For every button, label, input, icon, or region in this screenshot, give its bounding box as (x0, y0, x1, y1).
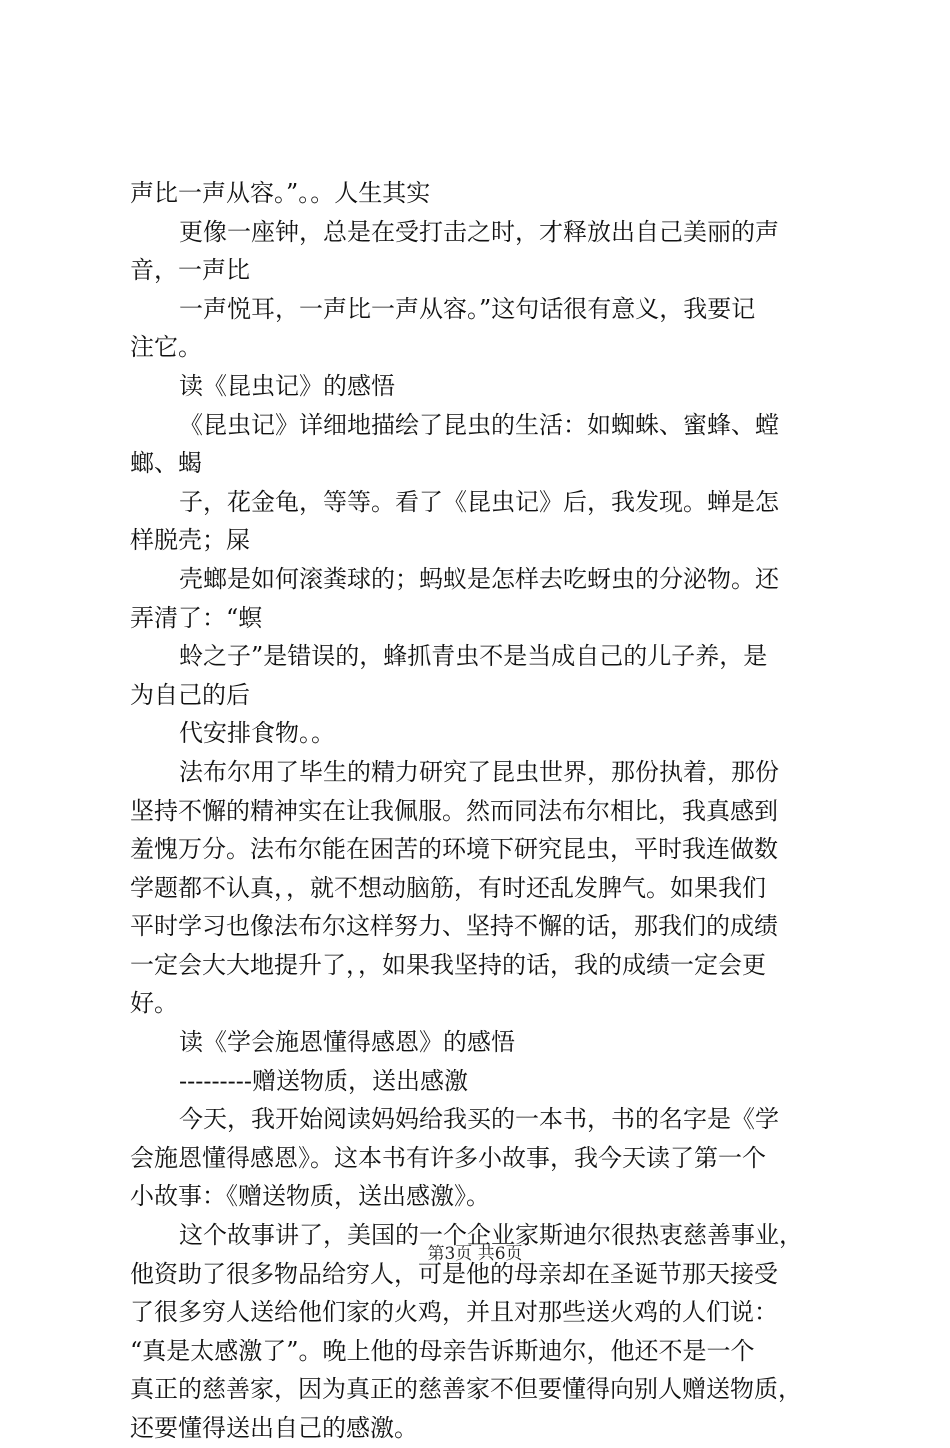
text-line: 法布尔用了毕生的精力研究了昆虫世界，那份执着，那份 (179, 757, 779, 786)
text-line: 今天，我开始阅读妈妈给我买的一本书，书的名字是《学 (179, 1105, 779, 1134)
text-line: 弄清了：“螟 (130, 603, 263, 632)
text-line: 学题都不认真，，就不想动脑筋，有时还乱发脾气。如果我们 (130, 873, 766, 902)
text-line: 这个故事讲了，美国的一个企业家斯迪尔很热衷慈善事业， (179, 1221, 803, 1250)
text-line: 他资助了很多物品给穷人，可是他的母亲却在圣诞节那天接受 (130, 1259, 778, 1288)
page-footer: 第3页 共6页 (427, 1244, 523, 1264)
text-line: 音，一声比 (130, 256, 250, 285)
text-line: 《昆虫记》详细地描绘了昆虫的生活：如蜘蛛、蜜蜂、螳 (179, 410, 779, 439)
text-line: 螂、蝎 (130, 449, 202, 478)
text-line: 为自己的后 (130, 680, 250, 709)
subheading: ---------赠送物质，送出感激 (179, 1066, 468, 1095)
text-line: 还要懂得送出自己的感激。 (130, 1414, 418, 1442)
text-line: 好。 (130, 989, 178, 1018)
text-line: 样脱壳；屎 (130, 526, 250, 555)
text-line: 代安排食物。。 (179, 719, 335, 748)
section-heading: 读《昆虫记》的感悟 (179, 371, 395, 400)
text-line: 蛉之子”是错误的，蜂抓青虫不是当成自己的儿子养，是 (179, 642, 768, 671)
text-line: 一定会大大地提升了，，如果我坚持的话，我的成绩一定会更 (130, 950, 766, 979)
section-heading: 读《学会施恩懂得感恩》的感悟 (179, 1028, 515, 1057)
text-line: 壳螂是如何滚粪球的；蚂蚁是怎样去吃蚜虫的分泌物。还 (179, 564, 779, 593)
text-line: 声比一声从容。”。。人生其实 (130, 179, 431, 207)
text-line: 会施恩懂得感恩》。这本书有许多小故事，我今天读了第一个 (130, 1143, 766, 1172)
text-line: 小故事：《赠送物质，送出感激》。 (130, 1182, 490, 1211)
text-line: 平时学习也像法布尔这样努力、坚持不懈的话，那我们的成绩 (130, 912, 778, 941)
text-line: “真是太感激了”。晚上他的母亲告诉斯迪尔，他还不是一个 (130, 1336, 755, 1365)
text-line: 一声悦耳，一声比一声从容。”这句话很有意义，我要记 (179, 294, 756, 323)
text-line: 真正的慈善家，因为真正的慈善家不但要懂得向别人赠送物质， (130, 1375, 802, 1404)
text-line: 子，花金龟，等等。看了《昆虫记》后，我发现。蝉是怎 (179, 487, 779, 516)
text-line: 坚持不懈的精神实在让我佩服。然而同法布尔相比，我真感到 (130, 796, 778, 825)
text-line: 了很多穷人送给他们家的火鸡，并且对那些送火鸡的人们说： (130, 1298, 778, 1327)
text-line: 羞愧万分。法布尔能在困苦的环境下研究昆虫，平时我连做数 (130, 835, 778, 864)
text-line: 更像一座钟，总是在受打击之时，才释放出自己美丽的声 (179, 217, 779, 246)
text-line: 注它。 (130, 333, 202, 362)
